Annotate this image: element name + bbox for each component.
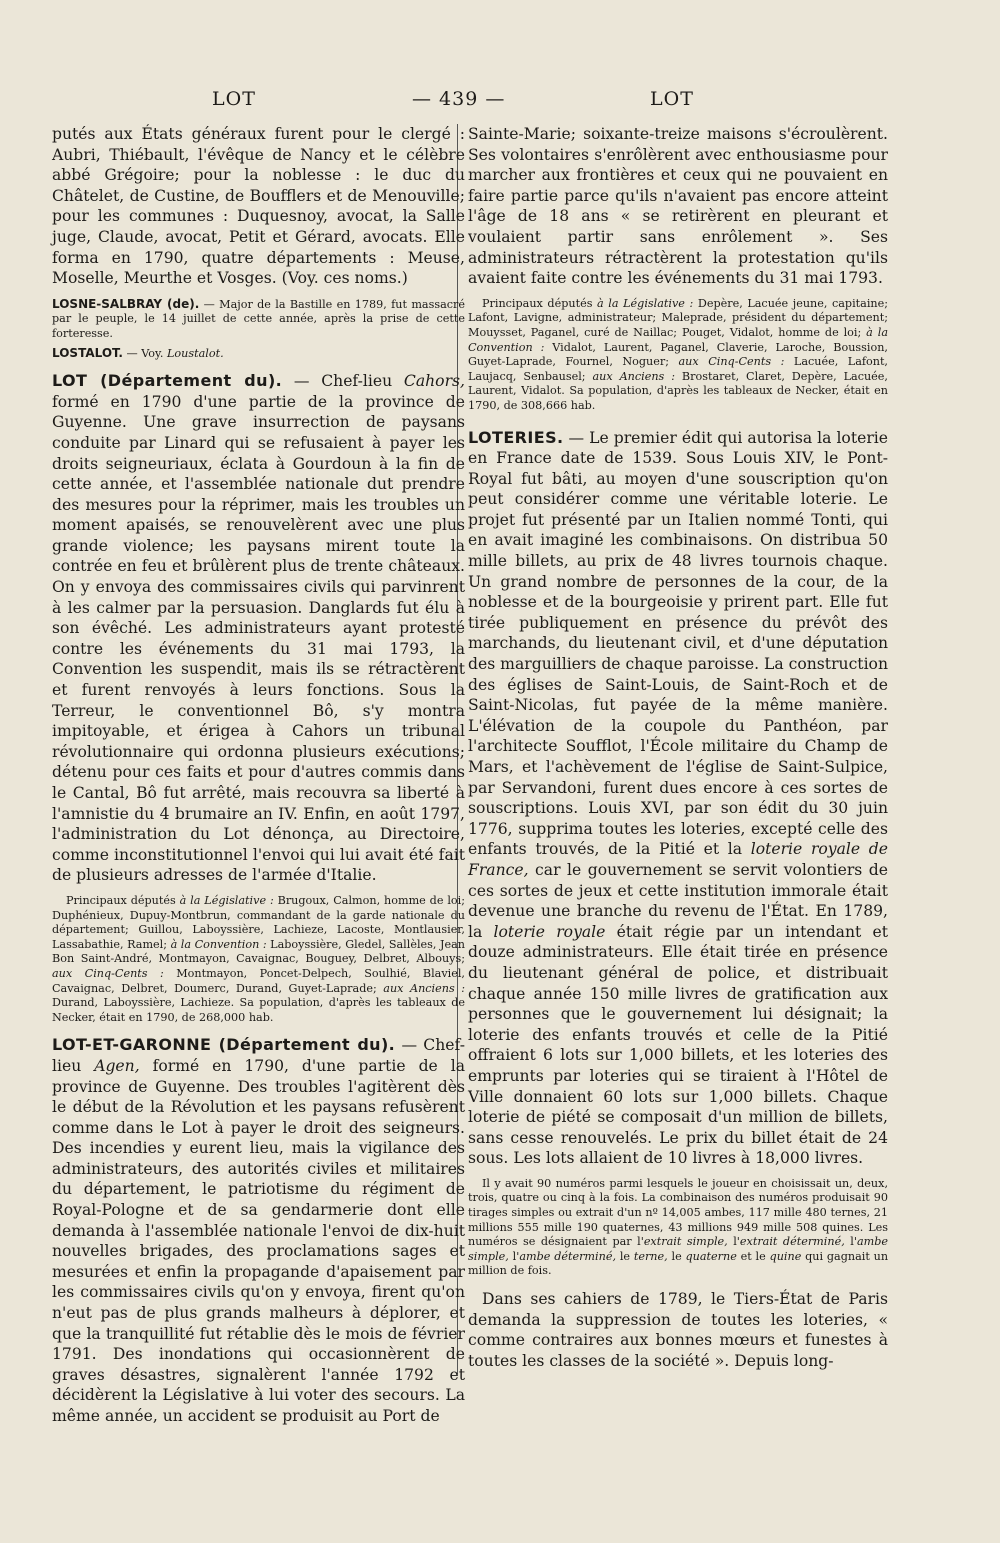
cross-reference: Loustalot.	[167, 346, 224, 360]
entry-headword: LOT (Département du).	[52, 371, 283, 391]
header-right-keyword: LOT	[650, 88, 694, 110]
paragraph-continuation: Sainte-Marie; soixante-treize maisons s'écroulèrent. Ses volontaires s'enrôlèrent avec enthousiasme pour marcher aux frontières et ceux qui ne pouvaient en faire partie parce qu'ils n'avaient pas encore atteint l'âge de 18 ans « se retirèrent en pleurant et voulaient partir sans enrôlement ». Ses administrateurs rétractèrent la protestation qu'ils avaient faite contre les événements du 31 mai 1793.	[468, 125, 888, 288]
page-number: — 439 —	[412, 88, 506, 110]
left-column	[52, 124, 465, 1431]
lottery-numbers-note: Il y avait 90 numéros parmi lesquels le joueur en choisissait un, deux, trois, quatre ou cinq à la fois. La combinaison des numéros produisait 90 tirages simples ou extrait d'un nº 14,005 ambes, 117 mille 480 ternes, 21 millions 555 mille 190 quaternes, 43 millions 949 mille 508 quines. Les numéros se désignaient par l'extrait simple, l'extrait déterminé, l'ambe simple, l'ambe déterminé, le terne, le quaterne et le quine qui gagnait un million de fois.	[468, 1176, 889, 1278]
entry-lot-et-garonne: LOT-ET-GARONNE (Département du). — Chef-lieu Agen, formé en 1790, d'une partie de la province de Guyenne. Des troubles l'agitèrent dès le début de la Révolution et les paysans refusèrent comme dans le Lot à payer le droit des seigneurs. Des incendies y eurent lieu, mais la vigilance des administrateurs, des autorités civiles et militaires du département, le patriotisme du régiment de Royal-Pologne et de sa gendarmerie dont elle demanda à l'assemblée nationale l'envoi de dix-huit nouvelles brigades, des proclamations sages et mesurées et enfin la propagande d'apaisement par les commissaires civils qu'on y envoya, firent qu'on n'eut pas de plus grands malheurs à déplorer, et que la tranquillité fut rétablie dès le mois de février 1791. Des inondations qui occasionnèrent de graves désastres, signalèrent l'année 1792 et décidèrent la Législative à lui voter des secours. La même année, un accident se produisit au Port de	[52, 1035, 465, 1425]
deputies-note-lot-et-garonne: Principaux députés à la Législative : Depère, Lacuée jeune, capitaine; Lafont, Lavigne, administrateur; Maleprade, président du département; Mouysset, Paganel, curé de Naillac; Pouget, Vidalot, homme de loi; à la Convention : Vidalot, Laurent, Paganel, Claverie, Laroche, Boussion, Guyet-Laprade, Fournel, Noguer; aux Cinq-Cents : Lacuée, Lafont, Laujacq, Senbausel; aux Anciens : Brostaret, Claret, Depère, Lacuée, Laurent, Vidalot. Sa population, d'après les tableaux de Necker, était en 1790, de 308,666 hab.	[468, 296, 889, 412]
entry-loteries: LOTERIES. — Le premier édit qui autorisa la loterie en France date de 1539. Sous Louis XIV, le Pont-Royal fut bâti, au moyen d'une souscription qu'on peut considérer comme une véritable loterie. Le projet fut présenté par un Italien nommé Tonti, qui en avait imaginé les combinaisons. On distribua 50 mille billets, au prix de 48 livres tournois chaque. Un grand nombre de personnes de la cour, de la noblesse et de la bourgeoisie y prirent part. Elle fut tirée publiquement en présence du prévôt des marchands, du lieutenant civil, et d'une députation des marguilliers de chaque paroisse. La construction des églises de Saint-Louis, de Saint-Roch et de Saint-Nicolas, fut payée de la même manière. L'élévation de la coupole du Panthéon, par l'architecte Soufflot, l'École militaire du Champ de Mars, et l'achèvement de l'église de Saint-Sulpice, par Servandoni, furent dues encore à ces sortes de souscriptions. Louis XVI, par son édit du 30 juin 1776, supprima toutes les loteries, excepté celle des enfants trouvés, de la Pitié et la loterie royale de France, car le gouvernement se servit volontiers de ces sortes de jeux et cette institution immorale était devenue une branche du revenu de l'État. En 1789, la loterie royale était régie par un intendant et douze administrateurs. Elle était tirée en présence du lieutenant général de police, et distribuait chaque année 150 mille livres de gratification aux personnes que le gouvernement lui désignait; la loterie des enfants trouvés et celle de la Pitié offraient 6 lots sur 1,000 billets, et les loteries des emprunts par loteries qui se tiraient à l'Hôtel de Ville donnaient 60 lots sur 1,000 billets. Chaque loterie de piété se composait d'un million de billets, sans cesse renouvelés. Le prix du billet était de 24 sous. Les lots allaient de 10 livres à 18,000 livres.	[468, 427, 888, 1168]
entry-headword: LOT-ET-GARONNE (Département du).	[52, 1035, 396, 1055]
entry-headword: LOSTALOT.	[52, 345, 123, 360]
entry-lostalot: LOSTALOT. — Voy. Loustalot.	[52, 345, 224, 360]
paragraph-continuation: putés aux États généraux furent pour le clergé : Aubri, Thiébault, l'évêque de Nancy et le célèbre abbé Grégoire; pour la noblesse : le duc du Châtelet, de Custine, de Boufflers et de Menouville; pour les communes : Duquesnoy, avocat, la Salle juge, Claude, avocat, Petit et Gérard, avocats. Elle forma en 1790, quatre départements : Meuse, Moselle, Meurthe et Vosges. (Voy. ces noms.)	[52, 125, 465, 288]
running-header	[0, 88, 1000, 116]
right-column	[468, 124, 888, 1375]
header-left-keyword: LOT	[212, 88, 256, 110]
paragraph-tiers-etat: Dans ses cahiers de 1789, le Tiers-État de Paris demanda la suppression de toutes les loteries, « comme contraires aux bonnes mœurs et funestes à toutes les classes de la société ». Depuis long-	[468, 1290, 888, 1370]
deputies-note-lot: Principaux députés à la Législative : Brugoux, Calmon, homme de loi; Duphénieux, Dupuy-Montbrun, commandant de la garde nationale du département; Guillou, Laboyssière, Lachieze, Lacoste, Montlausier, Lassabathie, Ramel; à la Convention : Laboyssière, Gledel, Sallèles, Jean Bon Saint-André, Montmayon, Cavaignac, Bouguey, Delbret, Albouys; aux Cinq-Cents : Montmayon, Poncet-Delpech, Soulhié, Blaviel, Cavaignac, Delbret, Doumerc, Durand, Guyet-Laprade; aux Anciens : Durand, Laboyssière, Lachieze. Sa population, d'après les tableaux de Necker, était en 1790, de 268,000 hab.	[52, 893, 465, 1024]
entry-headword: LOTERIES.	[468, 427, 564, 447]
entry-headword: LOSNE-SALBRAY (de).	[52, 296, 200, 311]
entry-lot-departement: LOT (Département du). — Chef-lieu Cahors, formé en 1790 d'une partie de la province de Guyenne. Une grave insurrection de paysans conduite par Linard qui se refusaient à payer les droits seigneuriaux, éclata à Gourdoun à la fin de cette année, et l'assemblée nationale dut prendre des mesures pour la réprimer, mais les troubles un moment apaisés, se renouvelèrent avec une plus grande violence; les paysans mirent toute la contrée en feu et brûlèrent plus de trente châteaux. On y envoya des commissaires civils qui parvinrent à les calmer par la persuasion. Danglards fut élu à son évêché. Les administrateurs ayant protesté contre les événements du 31 mai 1793, la Convention les suspendit, mais ils se rétractèrent et furent renvoyés à leurs fonctions. Sous la Terreur, le conventionnel Bô, s'y montra impitoyable, et érigea à Cahors un tribunal révolutionnaire qui ordonna plusieurs exécutions; détenu pour ces faits et pour d'autres commis dans le Cantal, Bô fut arrêté, mais recouvra sa liberté à l'amnistie du 4 brumaire an IV. Enfin, en août 1797, l'administration du Lot dénonça, au Directoire, comme inconstitutionnel l'envoi qui lui avait été fait de plusieurs adresses de l'armée d'Italie.	[52, 371, 465, 885]
entry-losne-salbray: LOSNE-SALBRAY (de). — Major de la Bastille en 1789, fut massacré par le peuple, le 14 juillet de cette année, après la prise de cette forteresse.	[52, 296, 465, 340]
